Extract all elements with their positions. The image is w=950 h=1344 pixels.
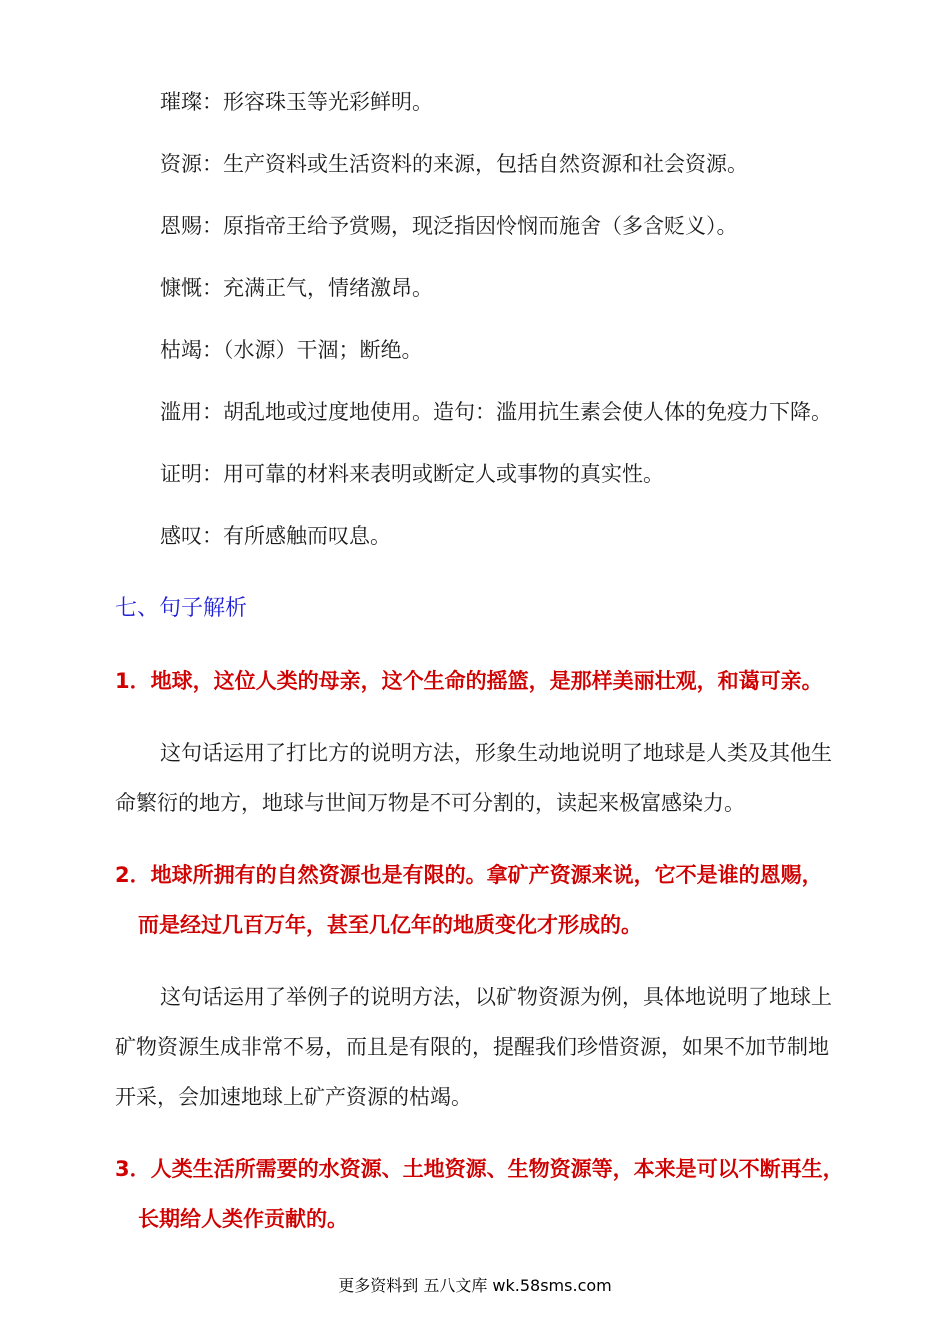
vocab-item: 恩赐：原指帝王给予赏赐，现泛指因怜悯而施舍（多含贬义）。: [160, 214, 738, 238]
answer-2-line: 矿物资源生成非常不易，而且是有限的，提醒我们珍惜资源，如果不加节制地: [115, 1035, 829, 1059]
answer-2-line: 这句话运用了举例子的说明方法，以矿物资源为例，具体地说明了地球上: [160, 985, 832, 1009]
answer-2-line: 开采，会加速地球上矿产资源的枯竭。: [115, 1085, 472, 1109]
answer-1-line: 命繁衍的地方，地球与世间万物是不可分割的，读起来极富感染力。: [115, 791, 745, 815]
question-3: 3．人类生活所需要的水资源、土地资源、生物资源等，本来是可以不断再生，: [115, 1157, 844, 1181]
section-heading: 七、句子解析: [115, 596, 248, 621]
vocab-item: 证明：用可靠的材料来表明或断定人或事物的真实性。: [160, 462, 664, 486]
question-2-cont: 而是经过几百万年，甚至几亿年的地质变化才形成的。: [138, 913, 642, 937]
question-3-cont: 长期给人类作贡献的。: [138, 1207, 348, 1231]
vocab-item: 枯竭：（水源）干涸；断绝。: [160, 338, 423, 362]
question-1: 1．地球，这位人类的母亲，这个生命的摇篮，是那样美丽壮观，和蔼可亲。: [115, 669, 823, 693]
question-2: 2．地球所拥有的自然资源也是有限的。拿矿产资源来说，它不是谁的恩赐，: [115, 863, 823, 887]
vocab-item: 慷慨：充满正气，情绪激昂。: [160, 276, 433, 300]
answer-1-line: 这句话运用了打比方的说明方法，形象生动地说明了地球是人类及其他生: [160, 741, 832, 765]
vocab-item: 滥用：胡乱地或过度地使用。造句：滥用抗生素会使人体的免疫力下降。: [160, 400, 832, 424]
vocab-item: 感叹：有所感触而叹息。: [160, 524, 391, 548]
vocab-item: 资源：生产资料或生活资料的来源，包括自然资源和社会资源。: [160, 152, 748, 176]
footer-source: 更多资料到 五八文库 wk.58sms.com: [338, 1276, 612, 1295]
vocab-item: 璀璨：形容珠玉等光彩鲜明。: [160, 90, 433, 114]
